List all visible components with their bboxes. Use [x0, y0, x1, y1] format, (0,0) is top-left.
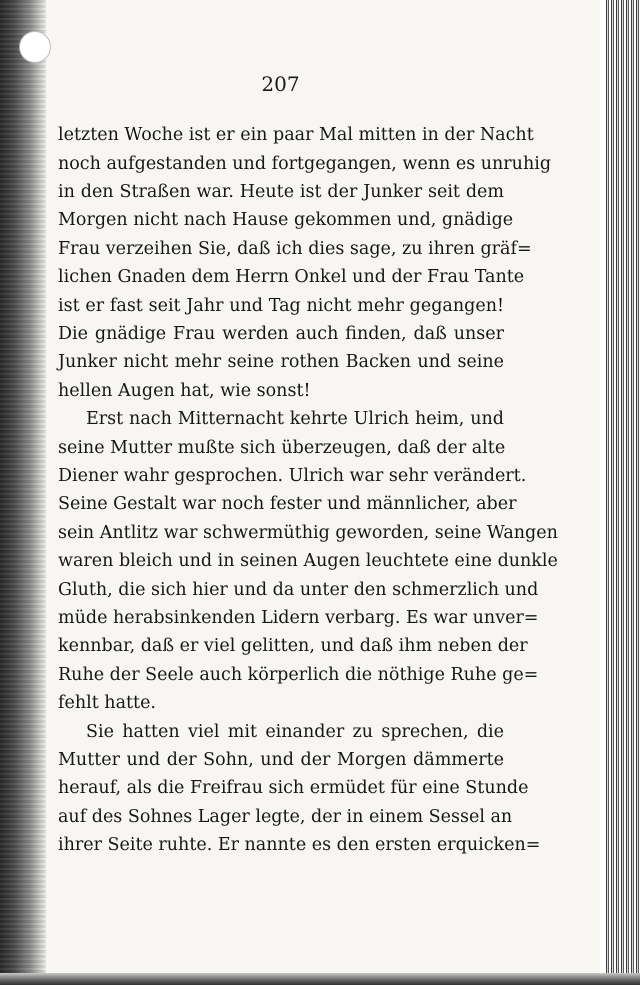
text-line: lichen Gnaden dem Herrn Onkel und der Frau Tante: [58, 267, 525, 287]
book-page: [58, 0, 558, 985]
right-page-edges: [604, 0, 640, 985]
text-line: Gluth, die sich hier und da unter den schmerzlich und: [58, 580, 539, 600]
text-line: ist er fast seit Jahr und Tag nicht mehr gegangen!: [58, 296, 504, 316]
paragraph-first-line: Sie hatten viel mit einander zu sprechen, die: [86, 722, 504, 742]
text-line: in den Straßen war. Heute ist der Junker seit dem: [58, 182, 504, 202]
text-line: ihrer Seite ruhte. Er nannte es den ersten erquicken=: [58, 835, 541, 855]
text-line: Die gnädige Frau werden auch finden, daß unser: [58, 324, 504, 344]
page-number: 207: [261, 72, 300, 96]
text-line: Morgen nicht nach Hause gekommen und, gnädige: [58, 210, 514, 230]
paragraph-first-line: Erst nach Mitternacht kehrte Ulrich heim, und: [86, 409, 504, 429]
text-line: Mutter und der Sohn, und der Morgen dämmerte: [58, 750, 504, 770]
text-line: Diener wahr gesprochen. Ulrich war sehr verändert.: [58, 466, 527, 486]
text-line: hellen Augen hat, wie sonst!: [58, 381, 311, 401]
punch-hole: [20, 32, 50, 62]
text-line: sein Antlitz war schwermüthig geworden, seine Wangen: [58, 523, 558, 543]
text-line: seine Mutter mußte sich überzeugen, daß der alte: [58, 438, 506, 458]
text-line: Ruhe der Seele auch körperlich die nöthige Ruhe ge=: [58, 665, 539, 685]
text-line: Junker nicht mehr seine rothen Backen und seine: [58, 352, 504, 372]
text-line: waren bleich und in seinen Augen leuchtete eine dunkle: [58, 551, 558, 571]
text-line: fehlt hatte.: [58, 693, 156, 713]
text-line: müde herabsinkenden Lidern verbarg. Es war unver=: [58, 608, 539, 628]
text-line: auf des Sohnes Lager legte, der in einem Sessel an: [58, 807, 513, 827]
text-line: kennbar, daß er viel gelitten, und daß ihm neben der: [58, 636, 528, 656]
text-line: Frau verzeihen Sie, daß ich dies sage, zu ihren gräf=: [58, 239, 532, 259]
text-line: Seine Gestalt war noch fester und männlicher, aber: [58, 494, 517, 514]
text-line: herauf, als die Freifrau sich ermüdet für eine Stunde: [58, 778, 529, 798]
text-line: noch aufgestanden und fortgegangen, wenn es unruhig: [58, 154, 552, 174]
left-scan-shadow: [0, 0, 46, 985]
text-line: letzten Woche ist er ein paar Mal mitten in der Nacht: [58, 125, 534, 145]
